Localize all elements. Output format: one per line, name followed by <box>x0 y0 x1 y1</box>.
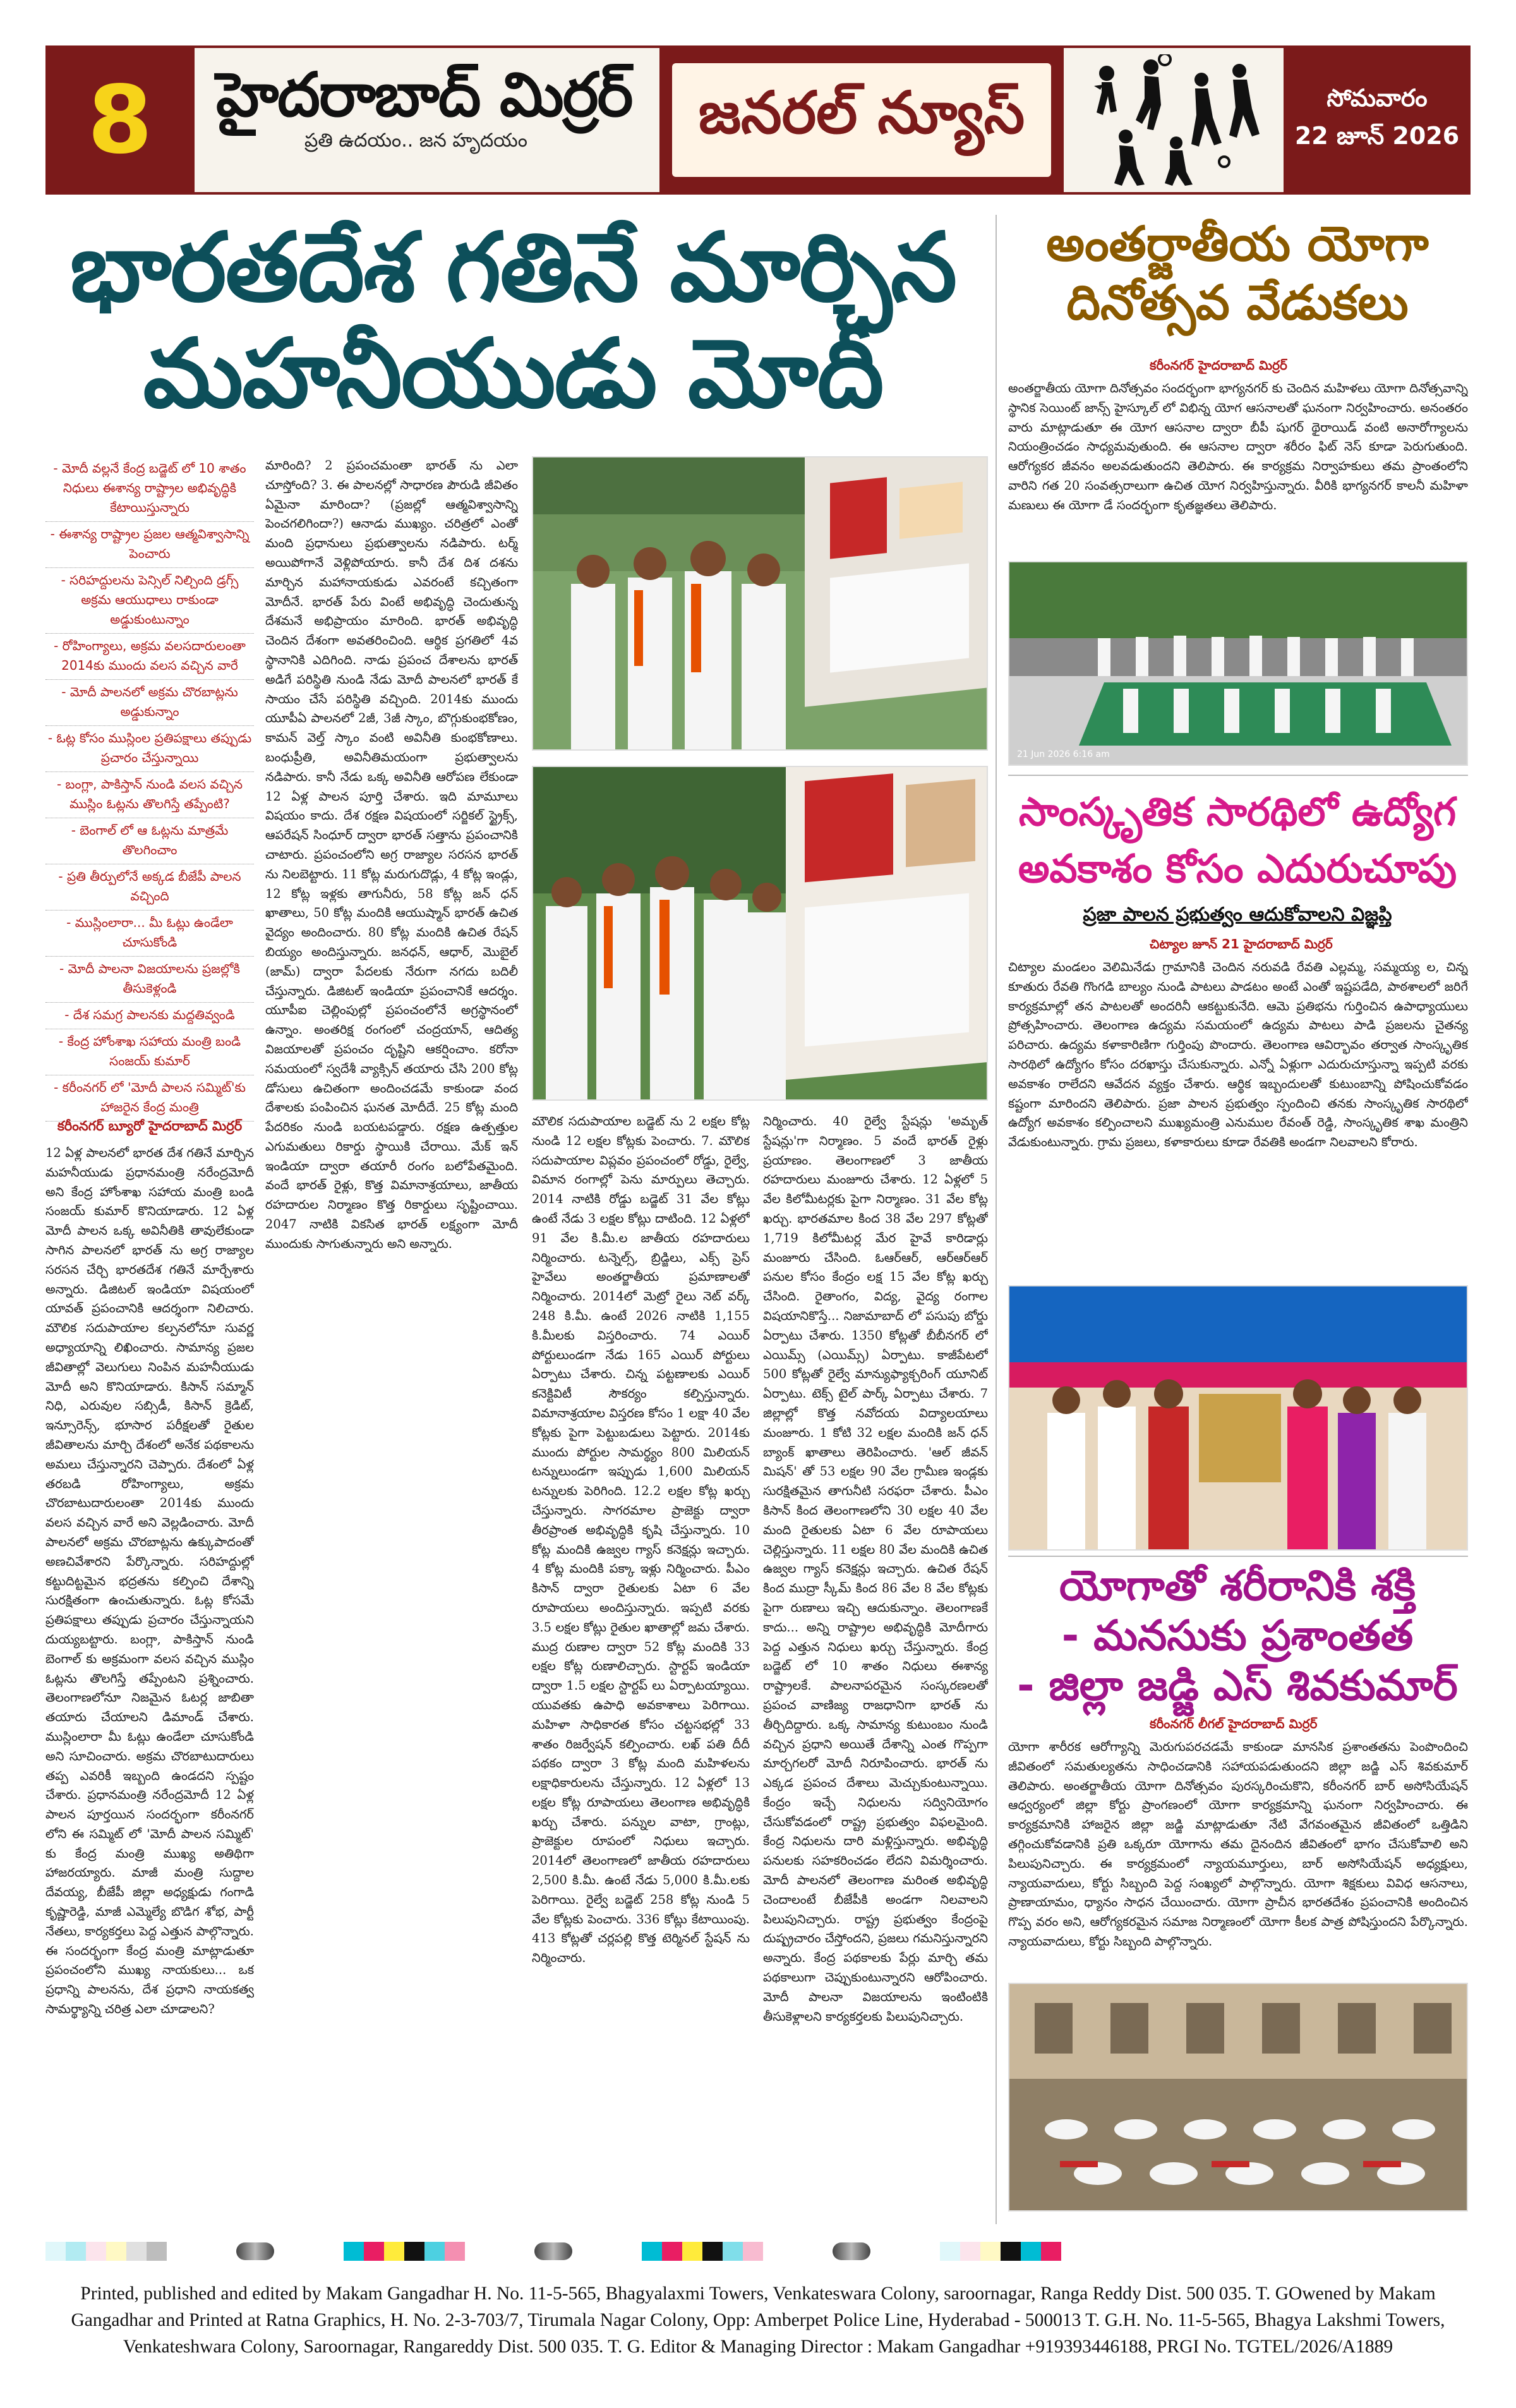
highlight-bullet: - మోదీ పాలనా విజయాలను ప్రజల్లోకి తీసుకెళ్లండి <box>45 957 254 1003</box>
jobs-story-column <box>1008 958 1468 1274</box>
photo-yoga-ground <box>1008 561 1468 766</box>
yoga-headline <box>1004 215 1471 332</box>
main-headline <box>45 215 980 427</box>
print-registration-marks <box>45 2240 1471 2263</box>
main-story-text-2: మారింది? 2 ప్రపంచమంతా భారత్ ను ఎలా చూస్తోంది? 3. ఈ పాలనల్లో సాధారణ పౌరుడి జీవితం ఏమైనా మారిందా? (ప్రజల్లో ఆత్మవిశ్వాసాన్ని పెంచగలిగిందా?) ఆనాడు ముఖ్యం. చరిత్రలో ఎంతో మంది ప్రధానులు ప్రభుత్వాలను నడిపారు. టర్మ్ అయిపోగానే వెళ్లిపోయారు. కానీ దేశ దిశ దశను మార్చిన మహానాయకుడు ఎవరంటే కచ్చితంగా మోదీనే. భారత్ పేరు వింటే అభివృద్ధి చెందుతున్న దేశమనే అభిప్రాయం మారింది. భారత్ అభివృద్ధి చెందిన దేశంగా అవతరించింది. ఆర్థిక ప్రగతిలో 4వ స్థానానికి ఎదిగింది. నాడు ప్రపంచ దేశాలను భారత్ అడిగే పరిస్థితి నుండి నేడు మోదీ పాలనలో భారత్ కే సాయం చేసే పరిస్థితి వచ్చింది. 2014కు ముందు యూపీఏ పాలనలో 2జీ, 3జీ స్కాం, బొగ్గుకుంభకోణం, కామన్ వెల్త్ స్కాం వంటి అవినీతి కుంభకోణాలు. బంధుప్రీతి, అవినీతిమయంగా ప్రభుత్వాలను నడిపారు. కానీ నేడు ఒక్క అవినీతి ఆరోపణ లేకుండా 12 ఏళ్ల పాలన పూర్తి చేశారు. ఇది మామూలు విషయం కాదు. దేశ రక్షణ విషయంలో సర్జికల్ స్ట్రైక్స్, ఆపరేషన్ సింధూర్ ద్వారా భారత్ సత్తాను ప్రపంచానికి చాటారు. ప్రపంచంలోని అగ్ర రాజ్యాల సరసన భారత్ ను నిలబెట్టారు. 11 కోట్ల మరుగుదొడ్లు, 4 కోట్ల ఇండ్లు, 12 కోట్ల ఇళ్లకు తాగునీరు, 58 కోట్ల జన్ ధన్ ఖాతాలు, 50 కోట్ల మందికి ఆయుష్మాన్ భారత్ ఉచిత వైద్యం అందించారు. 80 కోట్ల మందికి ఉచిత రేషన్ బియ్యం అందిస్తున్నారు. జనధన్, ఆధార్, మొబైల్ (జామ్) ద్వారా పేదలకు నేరుగా నగదు బదిలీ చేస్తున్నారు. డిజిటల్ ఇండియా ప్రపంచానికే ఆదర్శం. యూపీఐ చెల్లింపుల్లో ప్రపంచంలోనే అగ్రస్థానంలో ఉన్నాం. అంతరిక్ష రంగంలో చంద్రయాన్, ఆదిత్య విజయాలతో ప్రపంచం దృష్టిని ఆకర్షించాం. కరోనా సమయంలో స్వదేశీ వ్యాక్సిన్ తయారు చేసి 200 కోట్ల డోసులు ఉచితంగా అందించడమే కాకుండా వంద దేశాలకు పంపించిన ఘనత మోదీదే. 25 కోట్ల మంది పేదరికం నుండి బయటపడ్డారు. రక్షణ ఉత్పత్తుల ఎగుమతులు రికార్డు స్థాయికి చేరాయి. మేక్ ఇన్ ఇండియా ద్వారా తయారీ రంగం బలోపేతమైంది. వందే భారత్ రైళ్లు, కొత్త విమానాశ్రయాలు, జాతీయ రహదారుల నిర్మాణం కొత్త రికార్డులు సృష్టించాయి. 2047 నాటికి వికసిత భారత్ లక్ష్యంగా మోదీ ముందుకు సాగుతున్నారు అని అన్నారు. <box>265 458 518 1251</box>
photo-yoga-ground-image <box>1009 562 1468 766</box>
issue-day: సోమవారం <box>1326 84 1428 112</box>
newspaper-name: హైదరాబాద్ మిర్రర్ <box>216 59 632 130</box>
highlight-bullet: - మోదీ వల్లనే కేంద్ర బడ్జెట్ లో 10 శాతం నిధులు ఈశాన్య రాష్ట్రాల అభివృద్ధికి కేటాయిస్తున్నారు <box>45 456 254 522</box>
main-story-text-4: నిర్మించారు. 40 రైల్వే స్టేషన్లు 'అమృత్ స్టేషన్లు'గా నిర్మాణం. 5 వందే భారత్ రైళ్లు ప్రయాణం. తెలంగాణలో 3 జాతీయ రహదారులు మంజూరు చేశారు. 12 ఏళ్లలో 5 వేల కిలోమీటర్లకు పైగా నిర్మాణం. 31 వేల కోట్ల ఖర్చు. భారతమాల కింద 38 వేల 297 కోట్లతో 1,719 కిలోమీటర్ల మేర హైవే కారిడార్లు మంజూరు చేసింది. ఓఆర్ఆర్, ఆర్ఆర్ఆర్ పనుల కోసం కేంద్రం లక్ష 15 వేల కోట్ల ఖర్చు చేసింది. రైతాంగం, విద్య, వైద్య రంగాల విషయానికొస్తే... నిజామాబాద్ లో పసుపు బోర్డు ఏర్పాటు చేశారు. 1350 కోట్లతో బీబీనగర్ లో ఎయిమ్స్ (ఎయిమ్స్) ఏర్పాటు. కాజీపేటలో 500 కోట్లతో రైల్వే మాన్యుఫ్యాక్చరింగ్ యూనిట్ ఏర్పాటు. టెక్స్ టైల్ పార్క్ ఏర్పాటు చేశారు. 7 జిల్లాల్లో కొత్త నవోదయ విద్యాలయాలు మంజూరు. 1 కోటి 32 లక్షల మందికి జన్ ధన్ బ్యాంక్ ఖాతాలు తెరిపించారు. 'ఆల్ జీవన్ మిషన్' తో 53 లక్షల 90 వేల గ్రామీణ ఇండ్లకు సురక్షితమైన తాగునీటి సరఫరా చేశారు. పీఎం కిసాన్ కింద తెలంగాణలోని 30 లక్షల 40 వేల మంది రైతులకు ఏటా 6 వేల రూపాయలు చెల్లిస్తున్నారు. 11 లక్షల 80 వేల మందికి ఉచిత ఉజ్వల గ్యాస్ కనెక్షన్లు ఇచ్చారు. ఉచిత రేషన్ కింద ముద్రా స్కీమ్ కింద 86 వేల 8 వేల కోట్లకు పైగా రుణాలు ఇచ్చి ఆదుకున్నాం. తెలంగాణకే కాదు... అన్ని రాష్ట్రాల అభివృద్ధికి మోదీగారు పెద్ద ఎత్తున నిధులు ఖర్చు చేస్తున్నారు. కేంద్ర బడ్జెట్ లో 10 శాతం నిధులు ఈశాన్య రాష్ట్రాలకే. పాలనాపరమైన సంస్కరణలతో ప్రపంచ వాణిజ్య రాజధానిగా భారత్ ను తీర్చిదిద్దారు. ఒక్క సామాన్య కుటుంబం నుండి వచ్చిన ప్రధాని అయితే దేశాన్ని ఎంత గొప్పగా మార్చగలరో మోదీ నిరూపించారు. భారత్ ను ఎక్కడ ప్రపంచ దేశాలు మెచ్చుకుంటున్నాయి. కేంద్రం ఇచ్చే నిధులను సద్వినియోగం చేసుకోవడంలో రాష్ట్ర ప్రభుత్వం విఫలమైంది. కేంద్ర నిధులను దారి మళ్లిస్తున్నారు. అభివృద్ధి పనులకు సహకరించడం లేదని విమర్శించారు. మోదీ పాలనలో తెలంగాణ మరింత అభివృద్ధి చెందాలంటే బీజేపీకి అండగా నిలవాలని పిలుపునిచ్చారు. రాష్ట్ర ప్రభుత్వం కేంద్రంపై దుష్ప్రచారం చేస్తోందని, ప్రజలు గమనిస్తున్నారని అన్నారు. కేంద్ర పథకాలకు పేర్లు మార్చి తమ పథకాలుగా చెప్పుకుంటున్నారని ఆరోపించారు. మోదీ పాలనా విజయాలను ఇంటింటికి తీసుకెళ్లాలని కార్యకర్తలకు పిలుపునిచ్చారు. <box>763 1114 988 2024</box>
photo-minister-exhibition <box>532 456 988 751</box>
jobs-credit: చిట్యాల జూన్ 21 హైదరాబాద్ మిర్రర్ <box>1150 936 1333 952</box>
yoga-judge-headline-line-2: - మనసుకు ప్రశాంతత <box>1061 1611 1414 1661</box>
main-story-column-1 <box>45 1112 254 2211</box>
yoga-judge-headline-line-3: - జిల్లా జడ్జి ఎస్ శివకుమార్ <box>1017 1661 1458 1710</box>
color-bar-middle-2 <box>642 2242 763 2261</box>
highlight-bullet: - కరీంనగర్ లో 'మోదీ పాలన సమ్మిట్'కు హాజరైన కేంద్ర మంత్రి <box>45 1075 254 1122</box>
photo-yoga-ground-timestamp: 21 Jun 2026 6:16 am <box>1017 749 1110 759</box>
yoga-judge-headline <box>1004 1561 1471 1711</box>
main-story-column-4 <box>763 1112 988 2211</box>
registration-mark-icon <box>833 2242 870 2260</box>
page-number: 8 <box>45 48 195 192</box>
color-bar-left <box>45 2242 167 2261</box>
yoga-story-text: అంతర్జాతీయ యోగా దినోత్సవం సందర్భంగా భాగ్యనగర్ కు చెందిన మహిళలు యోగా దినోత్సవాన్ని స్థానిక సెయింట్ జాన్స్ హైస్కూల్ లో విభిన్న యోగ ఆసనాలతో ఘనంగా నిర్వహించారు. అనంతరం వారు మాట్లాడుతూ ఈ యోగ ఆసనాల ద్వారా బీపీ షుగర్ థైరాయిడ్ వంటి అనారోగ్యాలను నియంత్రించడం సాధ్యమవుతుంది. ఈ ఆసనాల ద్వారా శరీరం ఫిట్ నెస్ కూడా పెరుగుతుంది. ఆరోగ్యకర జీవనం అలవడుతుందని తెలిపారు. ఈ కార్యక్రమ నిర్వాహకులు తమ ప్రాంతంలోని వారిని గత 20 సంవత్సరాలుగా ఉచిత యోగ నిర్వహిస్తున్నారు. వీరికి భాగ్యనగర్ కాలనీ మహిళా మణులు ఈ యోగా డే సందర్భంగా కృతజ్ఞతలు తెలిపారు. <box>1008 381 1468 512</box>
yoga-headline-line-1: అంతర్జాతీయ యోగా <box>1046 215 1429 272</box>
jobs-subheadline: ప్రజా పాలన ప్రభుత్వం ఆదుకోవాలని విజ్ఞప్తి <box>1083 904 1392 926</box>
main-story-highlights <box>45 456 254 1122</box>
column-divider <box>996 215 997 2224</box>
photo-felicitation <box>1008 1285 1468 1551</box>
section-divider <box>1008 1556 1468 1557</box>
printer-imprint: Printed, published and edited by Makam Gangadhar H. No. 11-5-565, Bhagyalaxmi Towers, Venkateswara Colony, saroornagar, Ranga Reddy Dist. 500 035. T. GOwened by Makam Gangadhar and Printed at Ratna Graphics, H. No. 2-3-703/7, Tirumala Nagar Colony, Opp: Amberpet Police Line, Hyderabad - 500013 T. G.H. No. 11-5-565, Bhagya Lakshmi Towers, Venkateshwara Colony, Saroornagar, Rangareddy Dist. 500 035. T. G. Editor & Managing Director : Makam Gangadhar +919393446188, PRGI No. TGTEL/2026/A1889 <box>71 2284 1445 2357</box>
highlight-bullet: - ముస్లింలారా... మీ ఓట్లు ఉండేలా చూసుకోండి <box>45 911 254 957</box>
color-bar-middle-1 <box>344 2242 465 2261</box>
photo-court-yoga <box>1008 1983 1468 2211</box>
highlight-bullet: - బంగ్లా, పాకిస్తాన్ నుండి వలస వచ్చిన ముస్లిం ఓట్లను తొలగిస్తే తప్పేంటి? <box>45 772 254 818</box>
highlight-bullet: - సరిహద్దులను పెన్సిల్ నిల్చింది డ్రగ్స్ అక్రమ ఆయుధాలు రాకుండా అడ్డుకుంటున్నాం <box>45 568 254 634</box>
highlight-bullet: - మోదీ పాలనలో అక్రమ చొరబాట్లను అడ్డుకున్నాం <box>45 680 254 726</box>
photo-minister-group <box>532 766 988 1101</box>
highlight-bullet: - ఈశాన్య రాష్ట్రాల ప్రజల ఆత్మవిశ్వాసాన్ని పెంచారు <box>45 522 254 568</box>
color-bar-right <box>940 2242 1061 2261</box>
highlight-bullet: - కేంద్ర హోంశాఖ సహాయ మంత్రి బండి సంజయ్ కుమార్ <box>45 1029 254 1075</box>
highlight-bullet: - ప్రతి తీర్పులోనే అక్కడ బీజేపీ పాలన వచ్చింది <box>45 864 254 911</box>
sports-silhouettes-icon <box>1081 54 1271 187</box>
main-headline-line-2: మహనీయుడు మోదీ <box>143 319 883 429</box>
photo-exhibition-image <box>533 457 988 751</box>
highlight-bullet: - దేశ సమగ్ర పాలనకు మద్దతివ్వండి <box>45 1003 254 1029</box>
yoga-story-column <box>1008 379 1468 550</box>
jobs-headline-line-2: అవకాశం కోసం ఎదురుచూపు <box>1018 845 1457 892</box>
highlight-bullet: - రోహింగ్యాలు, అక్రమ వలసదారులంతా 2014కు ముందు వలస వచ్చిన వారే <box>45 634 254 680</box>
yoga-judge-story-text: యోగా శారీరక ఆరోగ్యాన్ని మెరుగుపరచడమే కాకుండా మానసిక ప్రశాంతతను పెంపొందించి జీవితంలో సమతుల్యతను సాధించడానికి సహాయపడుతుందని జిల్లా జడ్జి ఎస్ శివకుమార్ తెలిపారు. అంతర్జాతీయ యోగా దినోత్సవం పురస్కరించుకొని, కరీంనగర్ బార్ అసోసియేషన్ ఆధ్వర్యంలో జిల్లా కోర్టు ప్రాంగణంలో యోగా కార్యక్రమాన్ని ఘనంగా నిర్వహించారు. ఈ కార్యక్రమానికి హాజరైన జిల్లా జడ్జి మాట్లాడుతూ నేటి వేగవంతమైన జీవితంలో ఒత్తిడిని తగ్గించుకోవడానికి ప్రతి ఒక్కరూ యోగాను తమ దైనందిన జీవితంలో భాగం చేసుకోవాలి అని పిలుపునిచ్చారు. ఈ కార్యక్రమంలో న్యాయమూర్తులు, బార్ అసోసియేషన్ అధ్యక్షులు, న్యాయవాదులు, కోర్టు సిబ్బంది పెద్ద సంఖ్యలో పాల్గొన్నారు. యోగా శిక్షకులు వివిధ ఆసనాలు, ప్రాణాయామం, ధ్యానం సాధన చేయించారు. యోగా ప్రాచీన భారతదేశం ప్రపంచానికి అందించిన గొప్ప వరం అని, ఆరోగ్యకరమైన సమాజ నిర్మాణంలో యోగా కీలక పాత్ర పోషిస్తుందని పేర్కొన్నారు. న్యాయవాదులు, కోర్టు సిబ్బంది పాల్గొన్నారు. <box>1008 1739 1468 1949</box>
main-story-column-3 <box>532 1112 750 2211</box>
section-divider <box>1008 775 1468 776</box>
main-headline-line-1: భారతదేశ గతినే మార్చిన <box>69 213 956 323</box>
highlight-bullet: - బెంగాల్ లో ఆ ఓట్లను మాత్రమే తొలగించాం <box>45 818 254 864</box>
newspaper-tagline: ప్రతి ఉదయం.. జన హృదయం <box>304 129 527 152</box>
section-name: జనరల్ న్యూస్ <box>672 63 1051 177</box>
date-box <box>1284 48 1471 192</box>
yoga-headline-line-2: దినోత్సవ వేడుకలు <box>1066 274 1409 330</box>
main-story-text-1: 12 ఏళ్ల పాలనలో భారత దేశ గతినే మార్చిన మహనీయుడు ప్రధానమంత్రి నరేంద్రమోదీ అని కేంద్ర హోంశాఖ సహాయ మంత్రి బండి సంజయ్ కుమార్ కొనియాడారు. 12 ఏళ్ల మోదీ పాలన ఒక్క అవినీతికి తావులేకుండా సాగిన పాలనలో భారత్ ను అగ్ర రాజ్యాల సరసన చేర్చి భారతదేశ గతినే మార్చేశారు అన్నారు. డిజిటల్ ఇండియా విషయంలో యావత్ ప్రపంచానికి ఆదర్శంగా నిలిచారు. మౌలిక సదుపాయాల కల్పనలోనూ సువర్ణ అధ్యాయాన్ని లిఖించారు. సామాన్య ప్రజల జీవితాల్లో వెలుగులు నింపిన మహనీయుడు మోదీ అని కొనియాడారు. కిసాన్ సమ్మాన్ నిధి, ఎరువుల సబ్సిడీ, కిసాన్ క్రెడిట్, ఇన్సూరెన్స్, భూసార పరీక్షలతో రైతుల జీవితాలను మార్చి దేశంలో అనేక పథకాలను అమలు చేస్తున్నారని చెప్పారు. దేశంలో ఏళ్ల తరబడి రోహింగ్యాలు, అక్రమ చొరబాటుదారులంతా 2014కు ముందు వలస వచ్చిన వారే అని వెల్లడించారు. మోదీ పాలనలో అక్రమ చొరబాట్లను ఉక్కుపాదంతో అణచివేశారని పేర్కొన్నారు. సరిహద్దుల్లో కట్టుదిట్టమైన భద్రతను కల్పించి దేశాన్ని సురక్షితంగా ఉంచుతున్నారు. ఓట్ల కోసమే ప్రతిపక్షాలు తప్పుడు ప్రచారం చేస్తున్నాయని దుయ్యబట్టారు. బంగ్లా, పాకిస్తాన్ నుండి బెంగాల్ కు అక్రమంగా వలస వచ్చిన ముస్లిం ఓట్లను తొలగిస్తే తప్పేంటని ప్రశ్నించారు. తెలంగాణలోనూ నిజమైన ఓటర్ల జాబితా తయారు చేయాలని డిమాండ్ చేశారు. ముస్లింలారా మీ ఓట్లు ఉండేలా చూసుకోండి అని సూచించారు. అక్రమ చొరబాటుదారులు తప్ప ఎవరికీ ఇబ్బంది ఉండదని స్పష్టం చేశారు. ప్రధానమంత్రి నరేంద్రమోదీ 12 ఏళ్ల పాలన పూర్తయిన సందర్భంగా కరీంనగర్ లోని ఈ సమ్మిట్ లో 'మోదీ పాలన సమ్మిట్' కు కేంద్ర మంత్రి ముఖ్య అతిథిగా హాజరయ్యారు. మాజీ మంత్రి సుద్దాల దేవయ్య, బీజేపీ జిల్లా అధ్యక్షుడు గంగాడి కృష్ణారెడ్డి, మాజీ ఎమ్మెల్యే బొడిగ శోభ, పార్టీ నేతలు, కార్యకర్తలు పెద్ద ఎత్తున పాల్గొన్నారు. ఈ సందర్భంగా కేంద్ర మంత్రి మాట్లాడుతూ ప్రపంచంలోని ముఖ్య నాయకులు... ఒక ప్రధాన్ని పాలనను, దేశ ప్రధాని నాయకత్వ సామర్థ్యాన్ని చరిత్ర ఎలా చూడాలని? <box>45 1146 254 2017</box>
jobs-headline <box>1004 784 1471 897</box>
registration-mark-icon <box>534 2242 572 2260</box>
photo-court-yoga-image <box>1009 1984 1468 2211</box>
photo-group-image <box>533 767 988 1101</box>
yoga-judge-credit: కరీంనగర్ లీగల్ హైదరాబాద్ మిర్రర్ <box>1150 1716 1318 1731</box>
main-story-text-3: మౌలిక సదుపాయాల బడ్జెట్ ను 2 లక్షల కోట్ల నుండి 12 లక్షల కోట్లకు పెంచారు. 7. మౌలిక సదుపాయాల విప్లవం ప్రపంచంలో రోడ్డు, రైల్వే, విమాన రంగాల్లో పెను మార్పులు తెచ్చారు. 2014 నాటికి రోడ్డు బడ్జెట్ 31 వేల కోట్లు ఉంటే నేడు 3 లక్షల కోట్లు దాటింది. 12 ఏళ్లలో 91 వేల కి.మీ.ల జాతీయ రహదారులు నిర్మించారు. టన్నెల్స్, బ్రిడ్జిలు, ఎక్స్ ప్రెస్ హైవేలు అంతర్జాతీయ ప్రమాణాలతో నిర్మించారు. 2014లో మెట్రో రైలు నెట్ వర్క్ 248 కి.మీ. ఉంటే 2026 నాటికి 1,155 కి.మీలకు విస్తరించారు. 74 ఎయిర్ పోర్టులుండగా నేడు 165 ఎయిర్ పోర్టులు ఏర్పాటు చేశారు. చిన్న పట్టణాలకు ఎయిర్ కనెక్టివిటీ సౌకర్యం కల్పిస్తున్నారు. విమానాశ్రయాల విస్తరణ కోసం 1 లక్షా 40 వేల కోట్లకు పైగా పెట్టుబడులు పెట్టారు. 2014కు ముందు పోర్టుల సామర్థ్యం 800 మిలియన్ టన్నులుండగా ఇప్పుడు 1,600 మిలియన్ టన్నులకు పెరిగింది. 12.2 లక్షల కోట్ల ఖర్చు చేస్తున్నారు. సాగరమాల ప్రాజెక్టు ద్వారా తీరప్రాంత అభివృద్ధికి కృషి చేస్తున్నారు. 10 కోట్ల మందికి ఉజ్వల గ్యాస్ కనెక్షన్లు ఇచ్చారు. 4 కోట్ల మందికి పక్కా ఇళ్లు నిర్మించారు. పీఎం కిసాన్ ద్వారా రైతులకు ఏటా 6 వేల రూపాయలు అందిస్తున్నారు. ఇప్పటి వరకు 3.5 లక్షల కోట్లు రైతుల ఖాతాల్లో జమ చేశారు. ముద్ర రుణాల ద్వారా 52 కోట్ల మందికి 33 లక్షల కోట్ల రుణాలిచ్చారు. స్టార్టప్ ఇండియా ద్వారా 1.5 లక్షల స్టార్టప్ లు ఏర్పాటయ్యాయి. యువతకు ఉపాధి అవకాశాలు పెరిగాయి. మహిళా సాధికారత కోసం చట్టసభల్లో 33 శాతం రిజర్వేషన్ కల్పించారు. లఖ్ పతి దీదీ పథకం ద్వారా 3 కోట్ల మంది మహిళలను లక్షాధికారులను చేస్తున్నారు. 12 ఏళ్లలో 13 లక్షల కోట్ల రూపాయలు తెలంగాణ అభివృద్ధికి ఖర్చు చేశారు. పన్నుల వాటా, గ్రాంట్లు, ప్రాజెక్టుల రూపంలో నిధులు ఇచ్చారు. 2014లో తెలంగాణలో జాతీయ రహదారులు 2,500 కి.మీ. ఉంటే నేడు 5,000 కి.మీ.లకు పెరిగాయి. రైల్వే బడ్జెట్ 258 కోట్ల నుండి 5 వేల కోట్లకు పెంచారు. 336 కోట్లు కేటాయింపు. 413 కోట్లతో చర్లపల్లి కొత్త టెర్మినల్ స్టేషన్ ను నిర్మించారు. <box>532 1114 750 1966</box>
main-story-credit: కరీంనగర్ బ్యూరో హైదరాబాద్ మిర్రర్ <box>57 1118 243 1134</box>
yoga-credit: కరీంనగర్ హైదరాబాద్ మిర్రర్ <box>1150 358 1287 373</box>
issue-date: 22 జూన్ 2026 <box>1294 122 1460 150</box>
registration-mark-icon <box>236 2242 274 2260</box>
photo-felicitation-image <box>1009 1286 1468 1551</box>
highlight-bullet: - ఓట్ల కోసం ముస్లింల ప్రతిపక్షాలు తప్పుడు ప్రచారం చేస్తున్నాయి <box>45 726 254 772</box>
yoga-judge-headline-line-1: యోగాతో శరీరానికి శక్తి <box>1059 1561 1416 1610</box>
jobs-story-text: చిట్యాల మండలం వెలిమినేడు గ్రామానికి చెందిన నరువడి రేవతి ఎల్లమ్మ, సమ్మయ్య ల, చిన్న కూతురు రేవతి గొంగడి బాల్యం నుండి పాటలు పాడటం అంటే ఎంతో ఇష్టపడేది, పాఠశాలలో జరిగే కార్యక్రమాల్లో తన పాటలతో అందరినీ ఆకట్టుకునేది. ఆమె ప్రతిభను గుర్తించిన ఉపాధ్యాయులు ప్రోత్సహించారు. తెలంగాణ ఉద్యమ సమయంలో ఉద్యమ పాటలు పాడి ప్రజలను చైతన్య పరిచారు. ఉద్యమ కళాకారిణిగా గుర్తింపు పొందారు. తెలంగాణ ఆవిర్భావం తర్వాత సాంస్కృతిక సారథిలో ఉద్యోగం కోసం దరఖాస్తు చేసుకున్నారు. ఎన్నో ఏళ్లుగా ఎదురుచూస్తున్నా ఇప్పటి వరకు అవకాశం రాలేదని ఆవేదన వ్యక్తం చేశారు. ఆర్థిక ఇబ్బందులతో కుటుంబాన్ని పోషించుకోవడం కష్టంగా మారిందని తెలిపారు. ప్రజా పాలన ప్రభుత్వం స్పందించి తనకు సాంస్కృతిక సారథిలో ఉద్యోగ అవకాశం కల్పించాలని ముఖ్యమంత్రి ఎనుముల రేవంత్ రెడ్డి, సాంస్కృతిక శాఖ మంత్రిని వేడుకుంటున్నారు. గ్రామ ప్రజలు, కళాకారులు కూడా రేవతికి అండగా నిలవాలని కోరారు. <box>1008 960 1468 1150</box>
newspaper-logo <box>216 59 646 183</box>
masthead <box>45 45 1471 195</box>
yoga-judge-story-column <box>1008 1738 1468 1971</box>
section-banner <box>659 48 1064 192</box>
jobs-headline-line-1: సాంస్కృతిక సారథిలో ఉద్యోగ <box>1018 789 1457 835</box>
main-story-column-2 <box>265 456 518 2213</box>
